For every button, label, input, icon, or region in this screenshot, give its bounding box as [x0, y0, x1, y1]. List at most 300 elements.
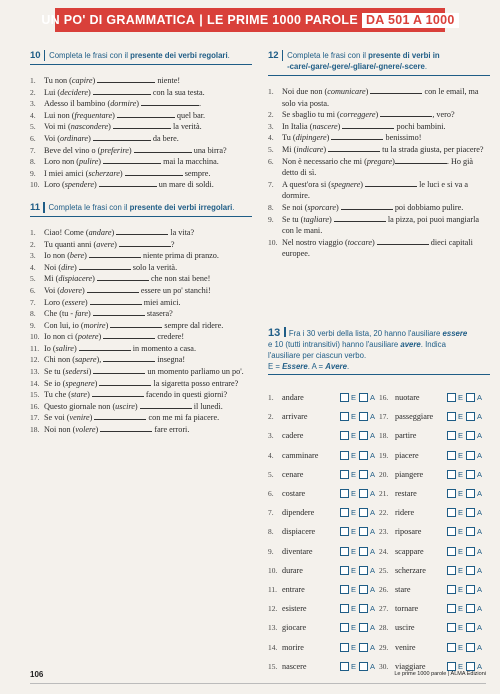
item-number: 1.: [30, 76, 36, 85]
verb-word: venire: [395, 642, 416, 652]
answer-blank[interactable]: [100, 424, 152, 432]
verb-hint: correggere: [339, 110, 376, 120]
item-prefix: Se noi (: [282, 202, 308, 212]
list-item: [30, 354, 252, 366]
answer-blank[interactable]: [97, 273, 149, 281]
checkbox-essere[interactable]: [340, 604, 349, 613]
item-number: 3.: [30, 99, 36, 109]
checkbox-essere[interactable]: [447, 489, 456, 498]
verb-cell: [379, 585, 490, 594]
list-item: [30, 389, 252, 401]
checkbox-avere[interactable]: [359, 508, 368, 517]
checkbox-label: E: [351, 623, 357, 633]
checkbox-label: A: [370, 431, 376, 441]
verb-word: restare: [395, 489, 417, 499]
checkbox-label: E: [458, 527, 464, 537]
answer-blank[interactable]: [103, 354, 155, 362]
verb-row: [268, 618, 490, 637]
checkbox-avere[interactable]: [466, 585, 475, 594]
item-paren: ): [88, 309, 93, 319]
checkbox-avere[interactable]: [359, 566, 368, 575]
answer-blank[interactable]: [89, 250, 141, 258]
list-item: [30, 285, 252, 297]
list-item: [268, 202, 490, 214]
checkbox-essere[interactable]: [447, 623, 456, 632]
checkbox-label: A: [370, 546, 376, 556]
answer-blank[interactable]: [93, 366, 145, 374]
answer-blank[interactable]: [87, 285, 139, 293]
item-suffix: niente!: [155, 76, 181, 85]
item-number: 2.: [30, 87, 36, 97]
verb-cell: [268, 662, 379, 671]
answer-blank[interactable]: [116, 227, 168, 235]
verb-word: cadere: [282, 431, 304, 441]
checkbox-essere[interactable]: [447, 412, 456, 421]
verb-word: scherzare: [395, 565, 426, 575]
verb-number: 6.: [268, 489, 274, 499]
verb-number: 28.: [379, 623, 389, 633]
checkbox-essere[interactable]: [340, 412, 349, 421]
checkbox-essere[interactable]: [447, 643, 456, 652]
item-text: [44, 320, 252, 332]
answer-blank[interactable]: [94, 412, 146, 420]
item-suffix: essere un po' stanchi!: [138, 285, 211, 295]
item-prefix: Con lui, io (: [44, 320, 84, 330]
item-text: [282, 202, 490, 214]
verb-hint: dipingere: [295, 133, 327, 143]
checkbox-essere[interactable]: [447, 470, 456, 479]
verb-hint: fare: [75, 309, 89, 319]
verb-number: 8.: [268, 527, 274, 537]
item-paren: ): [84, 251, 89, 261]
answer-blank[interactable]: [377, 237, 429, 245]
item-text: [44, 87, 252, 99]
checkbox-avere[interactable]: [466, 623, 475, 632]
answer-blank[interactable]: [140, 401, 192, 409]
verb-hint: dire: [61, 262, 74, 272]
list-item: [30, 133, 252, 145]
answer-blank[interactable]: [79, 262, 131, 270]
verb-word: piangere: [395, 469, 424, 479]
checkbox-essere[interactable]: [447, 547, 456, 556]
checkbox-essere[interactable]: [447, 431, 456, 440]
item-text: [44, 343, 252, 355]
list-item: [30, 262, 252, 274]
item-paren: ): [392, 156, 395, 166]
verb-word: giocare: [282, 623, 307, 633]
item-paren: ): [371, 237, 377, 247]
verb-number: 4.: [268, 450, 274, 460]
checkbox-essere[interactable]: [340, 527, 349, 536]
item-suffix: credere!: [155, 332, 185, 342]
answer-blank[interactable]: [380, 109, 432, 117]
checkbox-avere[interactable]: [466, 643, 475, 652]
item-prefix: Mi (: [44, 274, 59, 284]
item-number: 5.: [30, 122, 36, 132]
answer-blank[interactable]: [342, 121, 394, 129]
verb-cell: [379, 547, 490, 556]
checkbox-avere[interactable]: [359, 431, 368, 440]
answer-blank[interactable]: [99, 378, 151, 386]
item-prefix: Se tu (: [44, 367, 66, 377]
verb-word: partire: [395, 431, 417, 441]
item-text: [282, 132, 490, 144]
answer-blank[interactable]: [90, 297, 142, 305]
item-number: 15.: [30, 390, 40, 400]
checkbox-essere[interactable]: [447, 451, 456, 460]
checkbox-avere[interactable]: [466, 393, 475, 402]
item-paren: ): [337, 121, 343, 131]
item-text: [282, 86, 490, 109]
checkbox-essere[interactable]: [340, 566, 349, 575]
checkbox-avere[interactable]: [359, 643, 368, 652]
verb-hint: uscire: [115, 401, 135, 411]
item-suffix: il lunedì.: [191, 401, 223, 411]
verb-cell: [268, 508, 379, 517]
checkbox-label: E: [351, 584, 357, 594]
checkbox-avere[interactable]: [359, 547, 368, 556]
verb-cell: [268, 604, 379, 613]
exercise-13-heading: 13 Fra i 30 verbi della lista, 20 hanno l'ausiliare essere e 10 (tutti intransitivi) hanno l'ausiliare avere. Indica l'ausiliare per ciascun verbo. E = Essere. A = Avere.: [268, 327, 490, 385]
answer-blank[interactable]: [110, 320, 162, 328]
checkbox-label: E: [458, 412, 464, 422]
checkbox-avere[interactable]: [359, 585, 368, 594]
answer-blank[interactable]: [93, 133, 151, 141]
item-paren: ): [87, 390, 92, 400]
verb-hint: pulire: [79, 157, 99, 167]
verb-number: 19.: [379, 450, 389, 460]
verb-hint: venire: [69, 413, 90, 423]
item-prefix: Nel nostro viaggio (: [282, 237, 348, 247]
verb-number: 9.: [268, 546, 274, 556]
answer-blank[interactable]: [93, 87, 151, 95]
answer-blank[interactable]: [365, 179, 417, 187]
checkbox-avere[interactable]: [466, 489, 475, 498]
exercise-instruction: Completa le frasi con il presente di verbi in -care/-gare/-gere/-gliare/-gnere/-scere.: [287, 51, 440, 71]
verb-row: [268, 542, 490, 561]
verb-hint: dormire: [110, 99, 137, 109]
checkbox-avere[interactable]: [359, 662, 368, 671]
item-paren: ): [326, 133, 332, 143]
list-item: [268, 121, 490, 133]
verb-number: 18.: [379, 431, 389, 441]
checkbox-label: E: [351, 565, 357, 575]
checkbox-label: A: [370, 661, 376, 671]
list-item: [30, 87, 252, 99]
list-item: [30, 412, 252, 424]
verb-number: 12.: [268, 604, 278, 614]
item-text: [44, 98, 252, 110]
item-text: [282, 179, 490, 202]
item-number: 5.: [30, 274, 36, 284]
item-number: 6.: [268, 156, 274, 166]
checkbox-avere[interactable]: [359, 412, 368, 421]
checkbox-essere[interactable]: [340, 547, 349, 556]
checkbox-avere[interactable]: [466, 412, 475, 421]
checkbox-avere[interactable]: [466, 662, 475, 671]
item-paren: ): [105, 320, 111, 330]
item-suffix: stasera?: [144, 309, 173, 319]
item-suffix: la vita?: [168, 227, 195, 237]
verb-cell: [379, 643, 490, 652]
item-suffix: tu la strada giusta, per piacere?: [380, 144, 484, 154]
checkbox-label: E: [351, 412, 357, 422]
item-prefix: Voi mi (: [44, 122, 71, 132]
checkbox-label: A: [370, 469, 376, 479]
list-item: [268, 86, 490, 109]
checkbox-essere[interactable]: [447, 604, 456, 613]
item-number: 3.: [30, 251, 36, 261]
exercise-number: 12: [268, 50, 279, 61]
answer-blank[interactable]: [141, 98, 202, 109]
banner-part1: UN PO' DI GRAMMATICA: [41, 13, 196, 27]
verb-word: scappare: [395, 546, 424, 556]
checkbox-essere[interactable]: [340, 451, 349, 460]
verb-hint: spegnere: [65, 378, 95, 388]
item-paren: ): [88, 367, 94, 377]
checkbox-label: A: [370, 623, 376, 633]
item-text: [44, 250, 252, 262]
verb-word: passeggiare: [395, 412, 434, 422]
verb-number: 29.: [379, 642, 389, 652]
checkbox-avere[interactable]: [466, 431, 475, 440]
checkbox-avere[interactable]: [466, 508, 475, 517]
verb-word: nascere: [282, 661, 307, 671]
item-paren: ): [89, 413, 95, 423]
item-text: [44, 366, 252, 378]
checkbox-essere[interactable]: [447, 585, 456, 594]
checkbox-essere[interactable]: [340, 431, 349, 440]
verb-number: 14.: [268, 642, 278, 652]
item-number: 4.: [30, 110, 36, 120]
verb-hint: decidere: [60, 87, 89, 97]
checkbox-avere[interactable]: [466, 604, 475, 613]
checkbox-essere[interactable]: [340, 623, 349, 632]
item-suffix: niente prima di pranzo.: [140, 251, 219, 261]
answer-blank[interactable]: [113, 121, 171, 129]
item-text: [44, 145, 252, 157]
verb-number: 7.: [268, 508, 274, 518]
verb-number: 10.: [268, 565, 278, 575]
answer-blank[interactable]: [93, 308, 145, 316]
checkbox-essere[interactable]: [340, 643, 349, 652]
checkbox-essere[interactable]: [447, 508, 456, 517]
verb-hint: indicare: [296, 144, 324, 154]
item-paren: ): [335, 202, 341, 212]
item-suffix: pochi bambini.: [394, 121, 446, 131]
checkbox-essere[interactable]: [447, 662, 456, 671]
item-prefix: Ciao! Come (: [44, 227, 89, 237]
item-suffix: da bere.: [150, 133, 179, 143]
answer-blank[interactable]: [334, 214, 386, 222]
checkbox-label: E: [351, 469, 357, 479]
item-suffix: quel bar.: [174, 110, 206, 120]
verb-number: 21.: [379, 489, 389, 499]
item-number: 11.: [30, 343, 40, 353]
verb-word: costare: [282, 489, 306, 499]
answer-blank[interactable]: [134, 145, 192, 153]
item-prefix: Adesso il bambino (: [44, 99, 111, 109]
verb-number: 13.: [268, 623, 278, 633]
answer-blank[interactable]: [117, 110, 175, 118]
checkbox-label: E: [458, 565, 464, 575]
verb-cell: [379, 623, 490, 632]
answer-blank[interactable]: [103, 156, 161, 164]
item-paren: ): [128, 145, 134, 155]
verb-hint: sapere: [74, 355, 97, 365]
section-rule: [30, 216, 252, 217]
verb-row: [268, 407, 490, 426]
item-number: 7.: [268, 179, 274, 189]
item-paren: ): [93, 180, 99, 190]
item-number: 6.: [30, 133, 36, 143]
answer-blank[interactable]: [125, 168, 183, 176]
item-text: [44, 297, 252, 309]
checkbox-avere[interactable]: [359, 451, 368, 460]
checkbox-avere[interactable]: [466, 451, 475, 460]
verb-number: 23.: [379, 527, 389, 537]
checkbox-label: A: [370, 489, 376, 499]
item-text: [44, 133, 252, 145]
item-prefix: Se sbaglio tu mi (: [282, 110, 340, 120]
verb-hint: preferire: [100, 145, 129, 155]
item-number: 17.: [30, 413, 40, 423]
list-item: [30, 75, 252, 87]
item-prefix: Io (: [44, 343, 56, 353]
answer-blank[interactable]: [341, 202, 393, 210]
verb-hint: sporcare: [307, 202, 336, 212]
section-rule: [268, 75, 490, 76]
exercise-number: 10: [30, 50, 41, 61]
answer-blank[interactable]: [79, 343, 131, 351]
verb-hint: dovere: [60, 285, 82, 295]
checkbox-essere[interactable]: [340, 508, 349, 517]
verb-number: 15.: [268, 661, 278, 671]
checkbox-avere[interactable]: [359, 604, 368, 613]
checkbox-label: E: [351, 431, 357, 441]
checkbox-essere[interactable]: [340, 662, 349, 671]
item-suffix: .: [199, 99, 202, 109]
checkbox-essere[interactable]: [340, 585, 349, 594]
checkbox-avere[interactable]: [359, 393, 368, 402]
item-prefix: In Italia (: [282, 121, 313, 131]
answer-blank[interactable]: [395, 156, 447, 164]
verb-number: 27.: [379, 604, 389, 614]
checkbox-label: E: [458, 469, 464, 479]
exercise-12-list: [268, 86, 490, 260]
checkbox-label: A: [477, 412, 483, 422]
answer-blank[interactable]: [331, 132, 383, 140]
checkbox-avere[interactable]: [359, 623, 368, 632]
checkbox-avere[interactable]: [359, 470, 368, 479]
item-prefix: Tu quanti anni (: [44, 239, 97, 249]
list-item: [30, 297, 252, 309]
item-suffix: , vero?: [432, 110, 455, 120]
list-item: [30, 250, 252, 262]
item-text: [44, 75, 252, 87]
checkbox-avere[interactable]: [466, 547, 475, 556]
verb-cell: [268, 585, 379, 594]
item-prefix: Tu (: [282, 133, 296, 143]
verb-hint: sedersi: [65, 367, 89, 377]
verb-hint: essere: [64, 297, 85, 307]
item-paren: ): [88, 87, 93, 97]
item-paren: ): [111, 227, 117, 237]
answer-blank[interactable]: [370, 86, 422, 94]
verb-word: camminare: [282, 450, 319, 460]
answer-blank[interactable]: [97, 75, 155, 83]
item-paren: ): [81, 285, 87, 295]
verb-cell: [379, 508, 490, 517]
verb-cell: [268, 470, 379, 479]
checkbox-label: E: [458, 546, 464, 556]
item-prefix: Chi non (: [44, 355, 75, 365]
checkbox-avere[interactable]: [359, 489, 368, 498]
checkbox-essere[interactable]: [447, 393, 456, 402]
item-number: 6.: [30, 285, 36, 295]
checkbox-essere[interactable]: [447, 566, 456, 575]
item-number: 2.: [268, 110, 274, 120]
verb-cell: [379, 662, 490, 671]
checkbox-essere[interactable]: [340, 470, 349, 479]
checkbox-label: E: [351, 508, 357, 518]
item-number: 8.: [268, 202, 274, 212]
item-text: [282, 214, 490, 237]
item-text: [44, 156, 252, 168]
checkbox-label: A: [477, 604, 483, 614]
item-text: [44, 354, 252, 366]
checkbox-essere[interactable]: [340, 393, 349, 402]
item-text: [282, 109, 490, 121]
item-paren: ): [323, 144, 329, 154]
item-paren: ): [365, 87, 371, 96]
answer-blank[interactable]: [103, 331, 155, 339]
list-item: [30, 424, 252, 436]
answer-blank[interactable]: [119, 239, 171, 247]
checkbox-essere[interactable]: [447, 527, 456, 536]
checkbox-avere[interactable]: [466, 527, 475, 536]
answer-blank[interactable]: [328, 144, 380, 152]
item-text: [44, 308, 252, 320]
item-number: 4.: [30, 262, 36, 272]
verb-word: viaggiare: [395, 661, 426, 671]
checkbox-essere[interactable]: [340, 489, 349, 498]
checkbox-label: E: [458, 393, 464, 403]
list-item: [30, 239, 252, 251]
verb-number: 26.: [379, 584, 389, 594]
verb-word: esistere: [282, 604, 307, 614]
answer-blank[interactable]: [92, 389, 144, 397]
item-prefix: Voi (: [44, 285, 60, 295]
verb-number: 30.: [379, 661, 389, 671]
item-number: 10.: [30, 180, 40, 190]
verb-cell: [268, 431, 379, 440]
item-prefix: Non è necessario che mi (: [282, 156, 367, 166]
checkbox-avere[interactable]: [359, 527, 368, 536]
item-text: [44, 262, 252, 274]
answer-blank[interactable]: [99, 179, 157, 187]
verb-number: 5.: [268, 469, 274, 479]
item-text: [282, 237, 490, 260]
checkbox-avere[interactable]: [466, 566, 475, 575]
checkbox-label: E: [458, 450, 464, 460]
checkbox-label: E: [351, 546, 357, 556]
checkbox-label: A: [370, 604, 376, 614]
checkbox-avere[interactable]: [466, 470, 475, 479]
item-paren: ): [88, 133, 93, 143]
item-number: 9.: [268, 214, 274, 224]
checkbox-label: A: [477, 489, 483, 499]
